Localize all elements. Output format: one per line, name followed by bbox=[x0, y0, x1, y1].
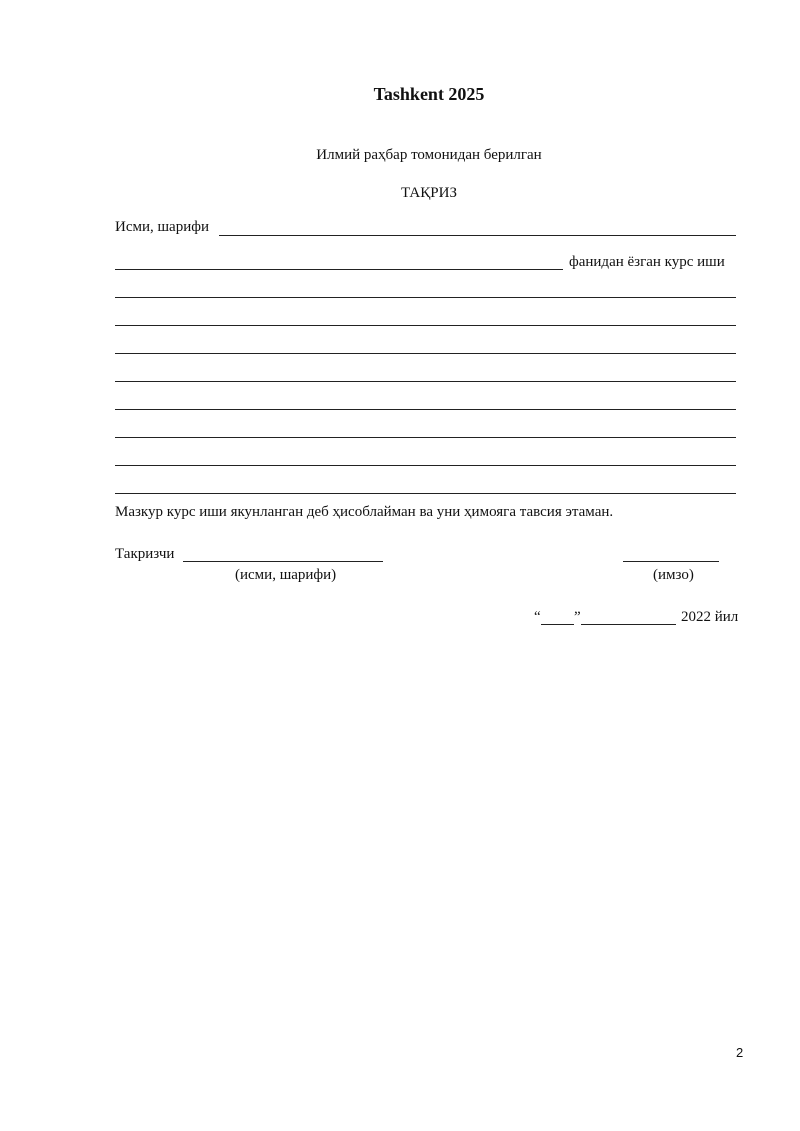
date-month-line[interactable] bbox=[581, 624, 676, 625]
conclusion-text: Мазкур курс иши якунланган деб ҳисоблайман ва уни ҳимояга тавсия этаман. bbox=[115, 504, 614, 520]
review-text-line[interactable] bbox=[115, 297, 736, 298]
review-text-line[interactable] bbox=[115, 353, 736, 354]
reviewer-name-line[interactable] bbox=[183, 561, 383, 562]
review-text-line[interactable] bbox=[115, 325, 736, 326]
review-text-line[interactable] bbox=[115, 437, 736, 438]
name-caption: (исми, шарифи) bbox=[235, 567, 337, 583]
review-text-line[interactable] bbox=[115, 493, 736, 494]
document-title: Tashkent 2025 bbox=[373, 84, 485, 104]
review-text-line[interactable] bbox=[115, 465, 736, 466]
signature-line[interactable] bbox=[623, 561, 719, 562]
name-blank-line[interactable] bbox=[219, 235, 736, 236]
review-text-line[interactable] bbox=[115, 381, 736, 382]
review-heading: ТАҚРИЗ bbox=[401, 185, 457, 201]
date-close-quote: ” bbox=[574, 609, 581, 625]
review-subtitle: Илмий раҳбар томонидан берилган bbox=[316, 147, 542, 163]
date-year-text: 2022 йил bbox=[681, 609, 739, 625]
name-label: Исми, шарифи bbox=[115, 219, 209, 235]
signature-caption: (имзо) bbox=[653, 567, 694, 583]
page-number: 2 bbox=[736, 1045, 744, 1060]
subject-blank-line[interactable] bbox=[115, 269, 563, 270]
review-text-line[interactable] bbox=[115, 409, 736, 410]
date-open-quote: “ bbox=[534, 609, 541, 625]
subject-suffix: фанидан ёзган курс иши bbox=[569, 254, 725, 270]
reviewer-label: Такризчи bbox=[115, 546, 175, 562]
date-day-line[interactable] bbox=[541, 624, 574, 625]
